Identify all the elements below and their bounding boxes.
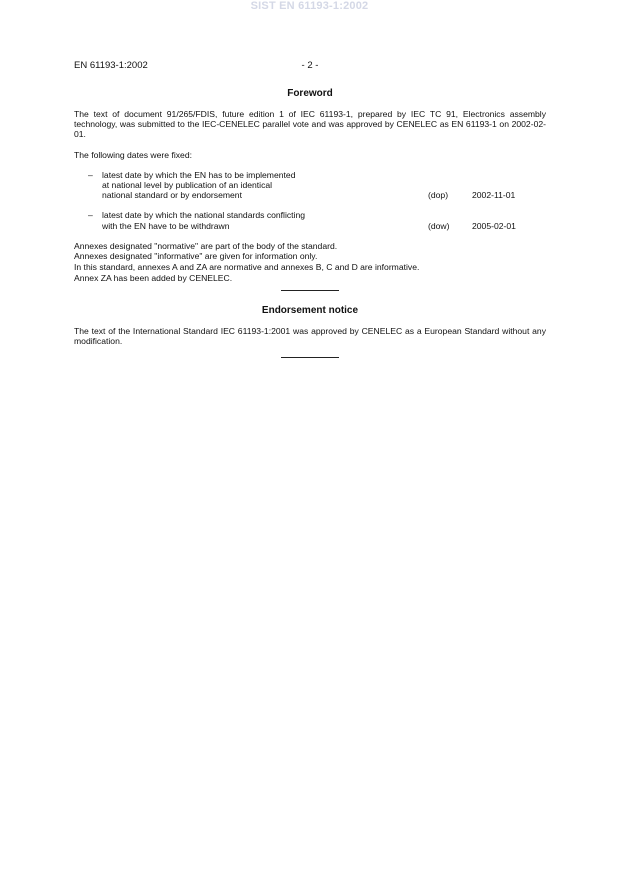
foreword-intro: The text of document 91/265/FDIS, future edition 1 of IEC 61193-1, prepared by IEC TC 91, Electronics assembly technology, was submitted to the IEC-CENELEC parallel vote and was approved by CENELEC as EN 61193-1 on 2002-02-01. — [74, 109, 546, 140]
date-description — [102, 170, 428, 201]
dates-intro: The following dates were fixed: — [74, 149, 192, 160]
annex-line: Annexes designated "normative" are part of the body of the standard. — [74, 240, 338, 251]
watermark: SIST EN 61193-1:2002 — [250, 0, 369, 12]
header-doc-id: EN 61193-1:2002 — [74, 60, 148, 71]
date-row-dop — [74, 170, 546, 201]
date-row-dow — [74, 210, 546, 230]
end-divider — [281, 357, 339, 358]
endorsement-title: Endorsement notice — [261, 305, 359, 317]
annex-line: Annex ZA has been added by CENELEC. — [74, 272, 233, 283]
date-description-line: with the EN have to be withdrawn — [102, 220, 230, 231]
endorsement-text: The text of the International Standard IEC 61193-1:2001 was approved by CENELEC as a European Standard without any modification. — [74, 326, 546, 347]
header-page-number: - 2 - — [301, 60, 319, 71]
annex-line: Annexes designated "informative" are given for information only. — [74, 251, 318, 262]
annex-line: In this standard, annexes A and ZA are normative and annexes B, C and D are informative. — [74, 262, 420, 273]
date-code: (dow) — [428, 220, 450, 231]
list-dash: – — [88, 169, 93, 180]
date-description-line: national standard or by endorsement — [102, 190, 242, 201]
foreword-title: Foreword — [287, 88, 333, 99]
date-description-line: at national level by publication of an identical — [102, 180, 273, 191]
section-divider — [281, 290, 339, 291]
date-value: 2002-11-01 — [472, 190, 516, 201]
date-description-line: latest date by which the national standards conflicting — [102, 210, 306, 221]
date-description-line: latest date by which the EN has to be implemented — [102, 169, 296, 180]
annex-notes — [74, 241, 546, 283]
date-description — [102, 210, 428, 230]
list-dash: – — [88, 210, 93, 221]
date-value: 2005-02-01 — [472, 220, 516, 231]
page-content — [74, 88, 546, 372]
date-code: (dop) — [428, 190, 449, 201]
